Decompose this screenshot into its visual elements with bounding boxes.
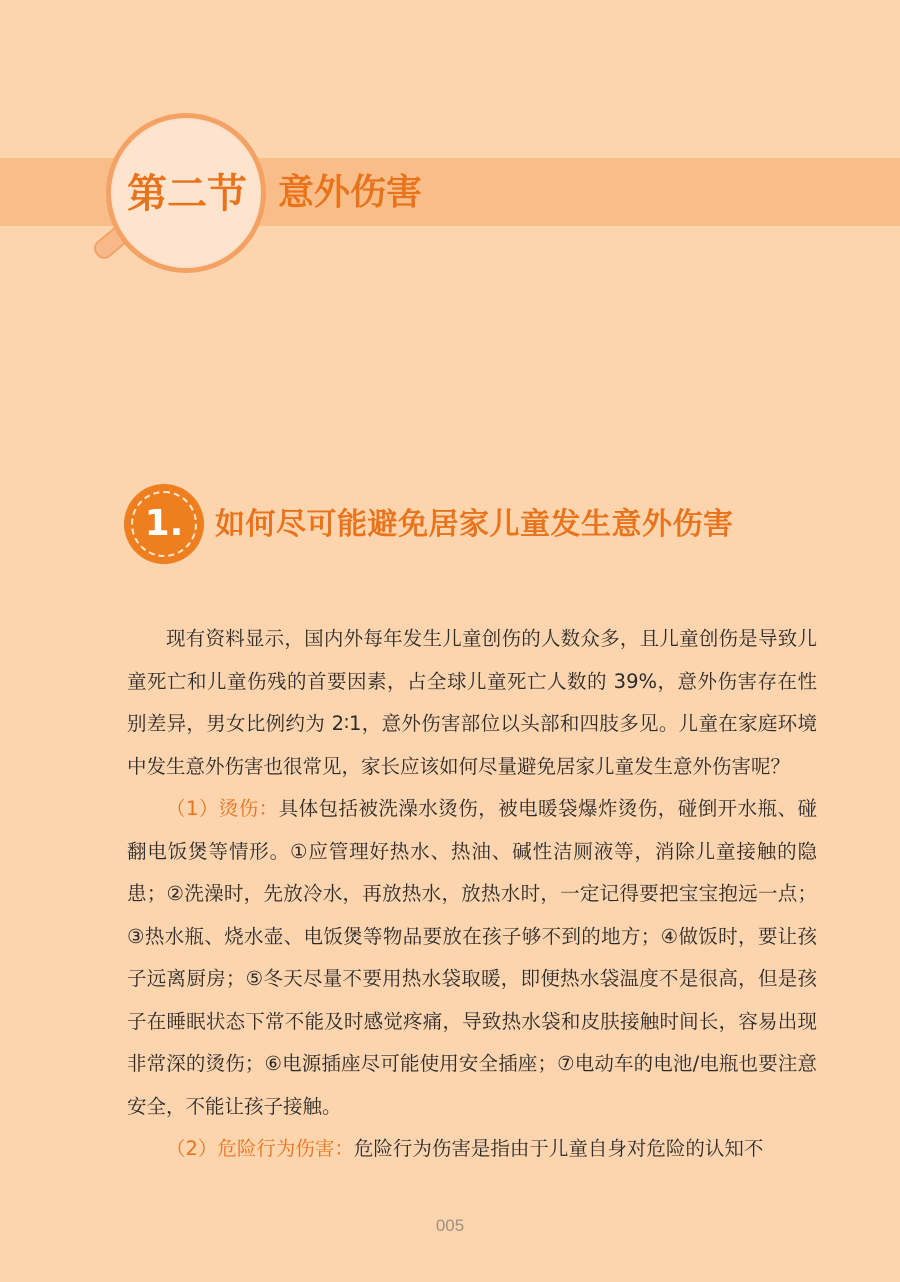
paragraph-burns (127, 788, 817, 1128)
burns-label: （1）烫伤： (166, 797, 279, 820)
burns-text: 具体包括被洗澡水烫伤，被电暖袋爆炸烫伤，碰倒开水瓶、碰翻电饭煲等情形。①应管理好热水、热油、碱性洁厕液等，消除儿童接触的隐患；②洗澡时，先放冷水，再放热水，放热水时，一定记得要把宝宝抱远一点；③热水瓶、烧水壶、电饭煲等物品要放在孩子够不到的地方；④做饭时，要让孩子远离厨房；⑤冬天尽量不要用热水袋取暖，即便热水袋温度不是很高，但是孩子在睡眠状态下常不能及时感觉疼痛，导致热水袋和皮肤接触时间长，容易出现非常深的烫伤；⑥电源插座尽可能使用安全插座；⑦电动车的电池/电瓶也要注意安全，不能让孩子接触。 (127, 797, 817, 1118)
subsection-number: 1. (144, 503, 184, 544)
body-text (127, 618, 817, 1171)
subsection-title: 如何尽可能避免居家儿童发生意外伤害 (215, 507, 734, 542)
danger-label: （2）危险行为伤害： (166, 1137, 354, 1160)
page-number: 005 (435, 1216, 465, 1235)
section-number: 第二节 (127, 171, 247, 217)
subsection-number-badge (124, 484, 204, 564)
paragraph-danger (127, 1128, 817, 1171)
paragraph-intro: 现有资料显示，国内外每年发生儿童创伤的人数众多，且儿童创伤是导致儿童死亡和儿童伤残的首要因素，占全球儿童死亡人数的 39%，意外伤害存在性别差异，男女比例约为 2∶1，意外伤害部位以头部和四肢多见。儿童在家庭环境中发生意外伤害也很常见，家长应该如何尽量避免居家儿童发生意外伤害呢？ (127, 627, 817, 778)
danger-text: 危险行为伤害是指由于儿童自身对危险的认知不 (353, 1137, 764, 1160)
section-title: 意外伤害 (278, 172, 423, 213)
